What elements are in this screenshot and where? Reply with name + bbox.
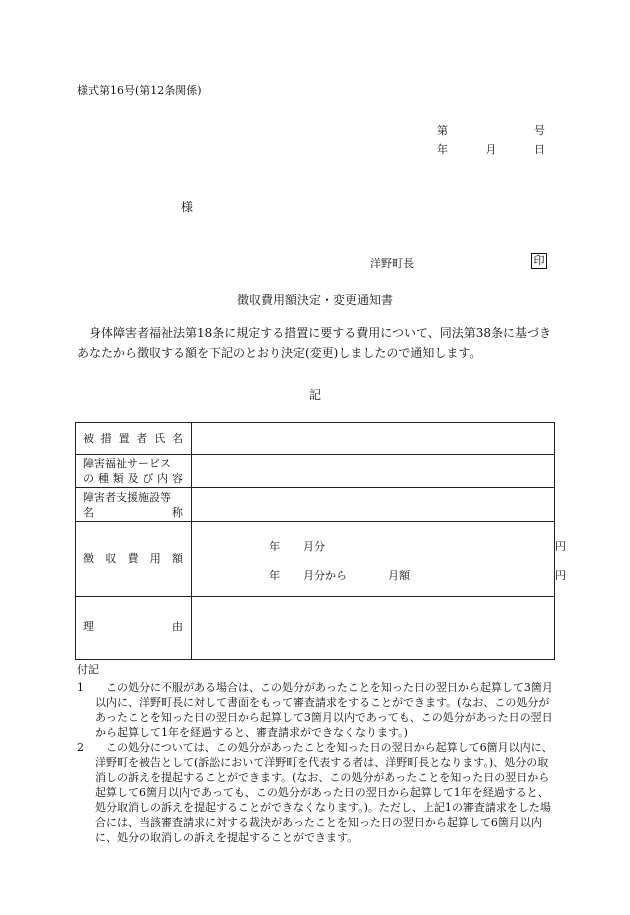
body-paragraph: 身体障害者福祉法第18条に規定する措置に要する費用について、同法第38条に基づきあなたから徴収する額を下記のとおり決定(変更)しましたので通知します。 — [77, 326, 552, 360]
label-cell — [76, 597, 192, 659]
label-cell — [76, 522, 192, 596]
label-cell — [76, 455, 192, 487]
fee-yen: 円 — [555, 540, 566, 553]
label-facility-line2: 名 称 — [83, 506, 183, 519]
value-service-type — [192, 455, 554, 487]
date-month: 月 — [485, 143, 497, 156]
number-suffix: 号 — [534, 124, 545, 137]
notes-heading: 付記 — [77, 663, 99, 676]
value-collection-fee — [192, 522, 566, 596]
fee-month: 月分 — [303, 540, 325, 553]
label-collection-fee: 徴 収 費 用 額 — [83, 552, 183, 565]
form-number: 様式第16号(第12条関係) — [77, 84, 202, 97]
row-subject-name — [76, 423, 554, 455]
note-number: 1 — [77, 681, 84, 694]
document-title: 徴収費用額決定・変更通知書 — [236, 293, 393, 307]
label-subject-name: 被 措 置 者 氏 名 — [83, 432, 183, 445]
document-date — [437, 142, 545, 157]
label-cell — [76, 488, 192, 521]
row-service-type — [76, 455, 554, 488]
number-prefix: 第 — [437, 124, 448, 137]
value-reason — [192, 597, 554, 659]
date-day: 日 — [534, 143, 545, 156]
seal-mark: 印 — [531, 253, 547, 269]
row-reason — [76, 597, 554, 659]
fee-year: 年 — [269, 540, 280, 553]
note-text: この処分に不服がある場合は、この処分があったことを知った日の翌日から起算して3箇月以内に、洋野町長に対して書面をもって審査請求をすることができます。(なお、この処分があったことを知った日の翌日から起算して3箇月以内であっても、この処分があった日の翌日から起算して1年を経過すると、審査請求ができなくなります。) — [95, 681, 553, 739]
addressee: 様 — [181, 200, 194, 214]
fee-monthly-yen: 円 — [555, 569, 566, 582]
row-facility-name — [76, 488, 554, 522]
fee-from-month: 月分から — [303, 569, 347, 582]
details-table — [75, 422, 566, 660]
label-reason: 理 由 — [83, 620, 183, 633]
fee-monthly-label: 月額 — [388, 569, 410, 582]
label-cell — [76, 423, 192, 454]
note-item — [77, 740, 555, 845]
document-number — [437, 123, 545, 138]
value-facility-name — [192, 488, 554, 521]
row-collection-fee — [76, 522, 566, 597]
ki-heading: 記 — [308, 388, 321, 402]
label-facility-line1: 障害者支援施設等 — [83, 491, 171, 504]
label-service-line1: 障害福祉サービス — [83, 457, 171, 470]
note-number: 2 — [77, 741, 84, 754]
label-service-line2: の 種 類 及 び 内 容 — [83, 472, 183, 485]
date-year: 年 — [437, 143, 448, 156]
value-subject-name — [192, 423, 554, 454]
fee-from-year: 年 — [269, 569, 280, 582]
note-item — [77, 680, 555, 740]
note-text: この処分については、この処分があったことを知った日の翌日から起算して6箇月以内に、洋野町を被告として(訴訟において洋野町を代表する者は、洋野町長となります。)、処分の取消しの訴えを提起することができます。(なお、この処分があったことを知った日の翌日から起算して6箇月以内であっても、この処分があった日の翌日から起算して1年を経過すると、処分取消しの訴えを提起することができなくなります。)。ただし、上記1の審査請求をした場合には、当該審査請求に対する裁決があったことを知った日の翌日から起算して6箇月以内に、処分の取消しの訴えを提起することができます。 — [95, 741, 553, 844]
sender: 洋野町長 — [370, 257, 414, 270]
